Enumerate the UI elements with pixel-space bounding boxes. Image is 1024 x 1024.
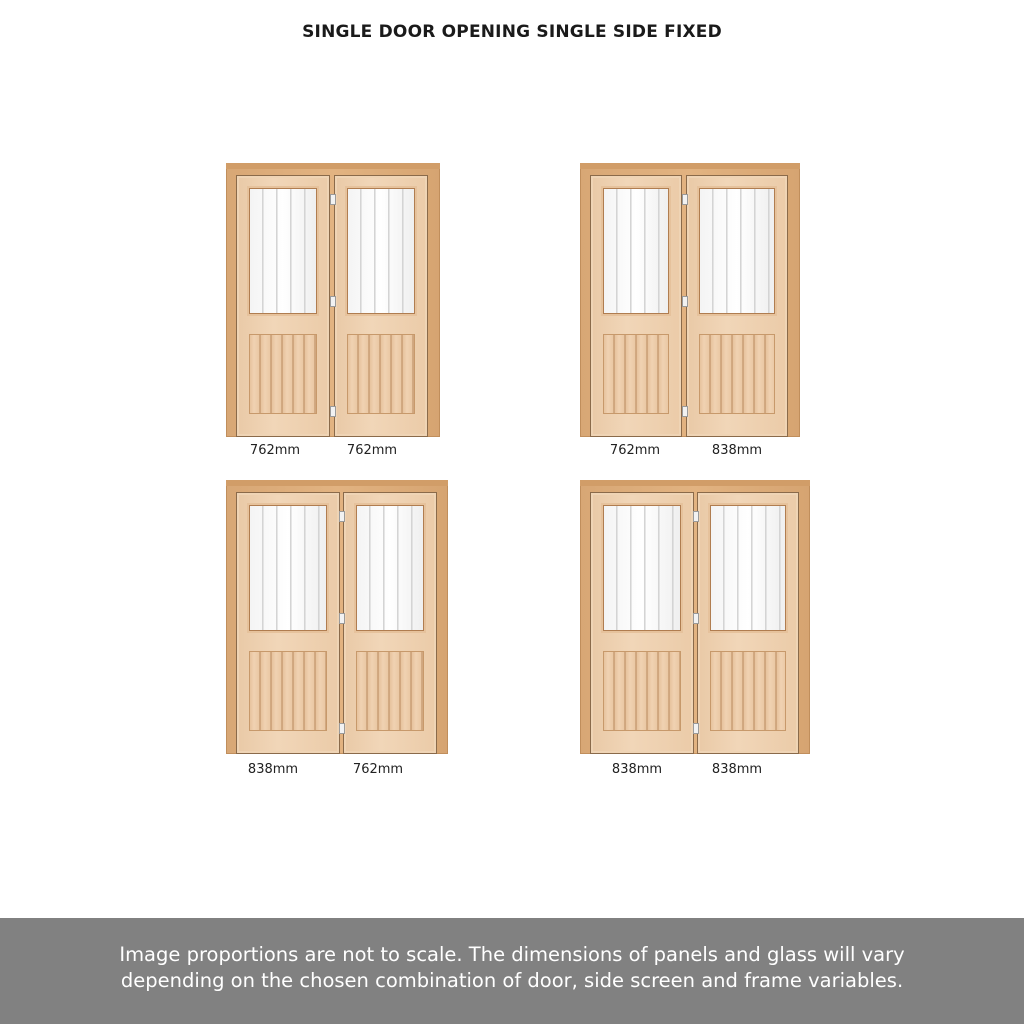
glass-pane <box>711 506 785 630</box>
width-label: 762mm <box>346 443 398 458</box>
page-title: SINGLE DOOR OPENING SINGLE SIDE FIXED <box>302 22 722 42</box>
left-door <box>590 492 694 754</box>
width-label: 838mm <box>711 762 763 777</box>
right-door <box>334 175 428 437</box>
width-label: 838mm <box>247 762 299 777</box>
right-door <box>697 492 799 754</box>
hinge-icon <box>331 195 335 204</box>
hinge-icon <box>694 724 698 733</box>
hinge-icon <box>683 195 687 204</box>
disclaimer-line-2: depending on the chosen combination of door, side screen and frame variables. <box>120 969 904 992</box>
right-door <box>343 492 437 754</box>
left-door <box>236 492 340 754</box>
left-door <box>590 175 682 437</box>
grooved-panel <box>250 335 316 413</box>
left-door <box>236 175 330 437</box>
right-door <box>686 175 788 437</box>
width-label: 762mm <box>352 762 404 777</box>
hinge-icon <box>340 512 344 521</box>
width-label: 838mm <box>711 443 763 458</box>
door-set-2 <box>580 163 800 437</box>
grooved-panel <box>604 652 680 730</box>
grooved-panel <box>711 652 785 730</box>
hinge-icon <box>683 407 687 416</box>
width-label: 762mm <box>609 443 661 458</box>
hinge-icon <box>331 297 335 306</box>
grooved-panel <box>348 335 414 413</box>
hinge-icon <box>340 614 344 623</box>
hinge-icon <box>694 614 698 623</box>
glass-pane <box>348 189 414 313</box>
door-set-4 <box>580 480 810 754</box>
door-set-1 <box>226 163 440 437</box>
glass-pane <box>700 189 774 313</box>
glass-pane <box>357 506 423 630</box>
disclaimer-banner <box>0 918 1024 1024</box>
hinge-icon <box>683 297 687 306</box>
disclaimer-line-1: Image proportions are not to scale. The dimensions of panels and glass will vary <box>119 943 905 966</box>
grooved-panel <box>357 652 423 730</box>
door-set-3 <box>226 480 448 754</box>
width-label: 762mm <box>249 443 301 458</box>
glass-pane <box>604 189 668 313</box>
width-label: 838mm <box>611 762 663 777</box>
grooved-panel <box>250 652 326 730</box>
glass-pane <box>250 506 326 630</box>
glass-pane <box>250 189 316 313</box>
grooved-panel <box>700 335 774 413</box>
hinge-icon <box>694 512 698 521</box>
hinge-icon <box>331 407 335 416</box>
grooved-panel <box>604 335 668 413</box>
glass-pane <box>604 506 680 630</box>
hinge-icon <box>340 724 344 733</box>
